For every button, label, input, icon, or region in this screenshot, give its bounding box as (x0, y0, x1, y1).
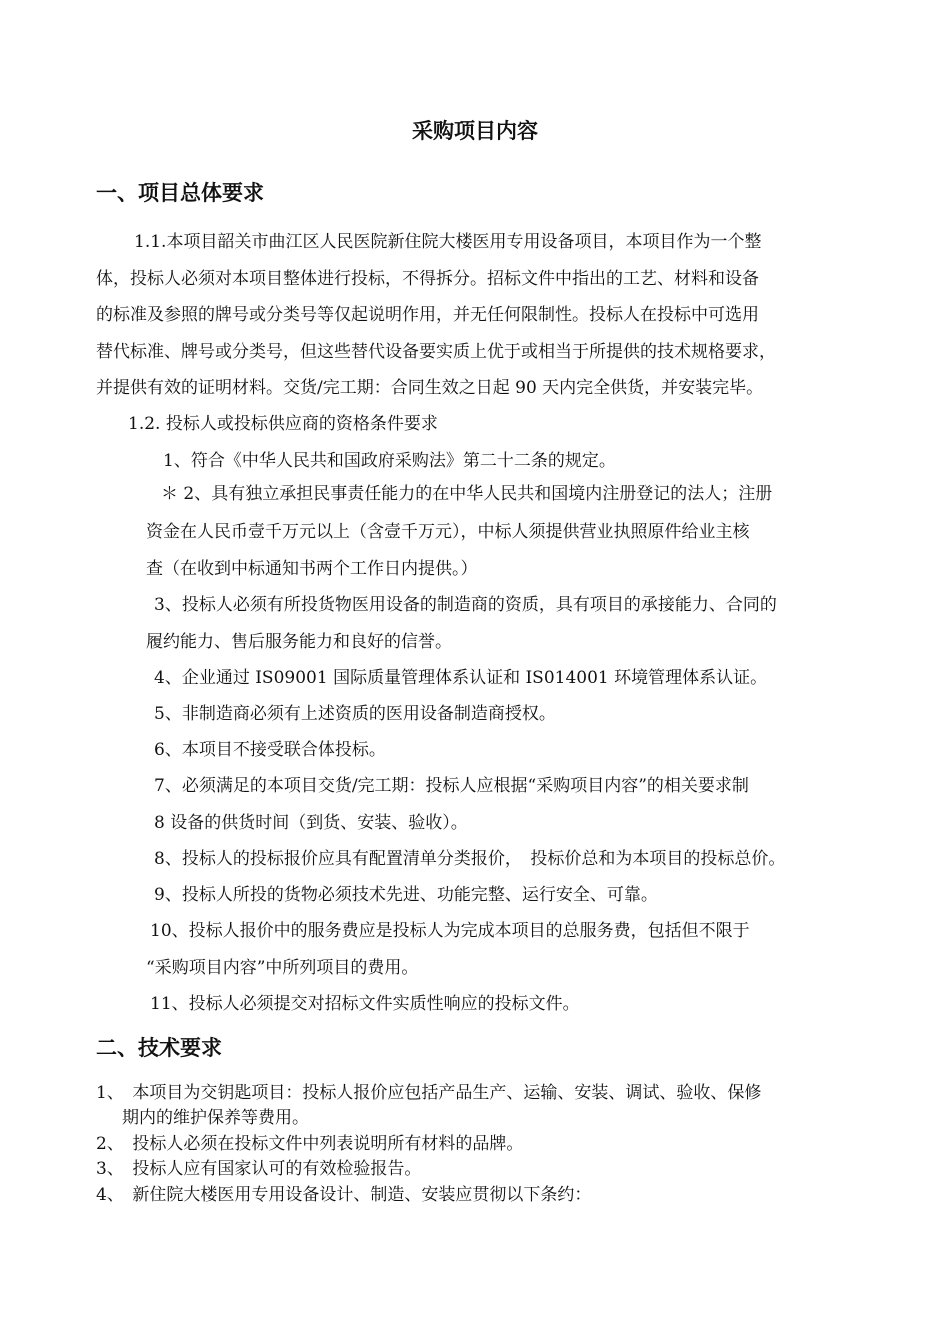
list-item: 8 设备的供货时间（到货、安装、验收）。 (154, 813, 468, 833)
list-item: 11、投标人必须提交对招标文件实质性响应的投标文件。 (150, 994, 580, 1014)
list-item: 8、投标人的投标报价应具有配置清单分类报价， 投标价总和为本项目的投标总价。 (154, 849, 786, 869)
paragraph-1-1 (96, 224, 866, 407)
list-item: 9、投标人所投的货物必须技术先进、功能完整、运行安全、可靠。 (154, 885, 658, 905)
list-item: 期内的维护保养等费用。 (122, 1108, 309, 1128)
list-item: 2、 投标人必须在投标文件中列表说明所有材料的品牌。 (96, 1134, 524, 1154)
list-item: 3、 投标人应有国家认可的有效检验报告。 (96, 1159, 422, 1179)
list-item: 6、本项目不接受联合体投标。 (154, 740, 386, 760)
list-item: 1、符合《中华人民共和国政府采购法》第二十二条的规定。 (163, 451, 616, 471)
list-item: 查（在收到中标通知书两个工作日内提供。） (146, 559, 478, 579)
text-line: 体，投标人必须对本项目整体进行投标，不得拆分。招标文件中指出的工艺、材料和设备 (96, 268, 759, 289)
list-item: 7、必须满足的本项目交货/完工期：投标人应根据“采购项目内容”的相关要求制 (154, 776, 749, 796)
text-line: 替代标准、牌号或分类号，但这些替代设备要实质上优于或相当于所提供的技术规格要求， (96, 341, 776, 362)
list-item: 资金在人民币壹千万元以上（含壹千万元），中标人须提供营业执照原件给业主核 (146, 522, 750, 542)
list-item: 4、 新住院大楼医用专用设备设计、制造、安装应贯彻以下条约： (96, 1185, 592, 1205)
list-item: 3、投标人必须有所投货物医用设备的制造商的资质，具有项目的承接能力、合同的 (154, 595, 777, 615)
list-item: 5、非制造商必须有上述资质的医用设备制造商授权。 (154, 704, 556, 724)
list-item: 10、投标人报价中的服务费应是投标人为完成本项目的总服务费，包括但不限于 (150, 921, 750, 941)
list-item: 4、企业通过 IS09001 国际质量管理体系认证和 IS014001 环境管理体系认证。 (154, 668, 768, 688)
list-item: 履约能力、售后服务能力和良好的信誉。 (146, 632, 452, 652)
section-1-heading: 一、项目总体要求 (96, 180, 264, 205)
text-line: 1.1.本项目韶关市曲江区人民医院新住院大楼医用专用设备项目，本项目作为一个整 (134, 232, 762, 252)
text-line: 的标准及参照的牌号或分类号等仅起说明作用，并无任何限制性。投标人在投标中可选用 (96, 305, 759, 325)
text-line: 并提供有效的证明材料。交货/完工期：合同生效之日起 90 天内完全供货，并安装完毕。 (96, 378, 764, 398)
list-item: ＊ 2、具有独立承担民事责任能力的在中华人民共和国境内注册登记的法人；注册 (161, 484, 773, 504)
page-title: 采购项目内容 (412, 118, 538, 143)
section-2-heading: 二、技术要求 (96, 1035, 222, 1060)
list-item: 1、 本项目为交钥匙项目：投标人报价应包括产品生产、运输、安装、调试、验收、保修 (96, 1083, 762, 1103)
list-item: “采购项目内容”中所列项目的费用。 (146, 958, 419, 978)
paragraph-1-2: 1.2. 投标人或投标供应商的资格条件要求 (128, 414, 438, 434)
